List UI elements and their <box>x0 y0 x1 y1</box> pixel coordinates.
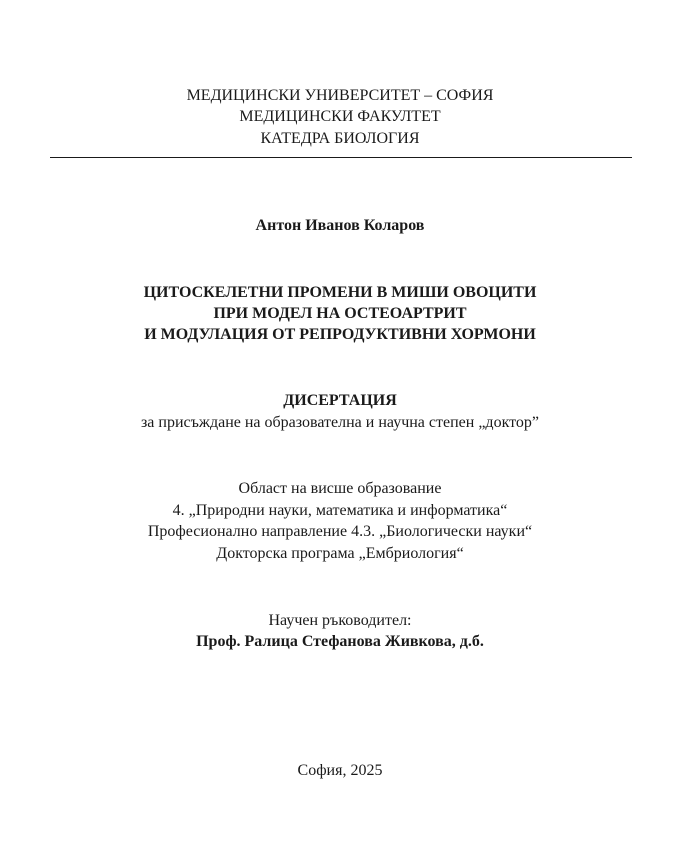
thesis-title-line-3: И МОДУЛАЦИЯ ОТ РЕПРОДУКТИВНИ ХОРМОНИ <box>144 326 536 343</box>
faculty-name: МЕДИЦИНСКИ ФАКУЛТЕТ <box>239 108 441 125</box>
dissertation-label: ДИСЕРТАЦИЯ <box>283 392 397 409</box>
professional-direction: Професионално направление 4.3. „Биологически науки“ <box>147 523 533 540</box>
author-name: Антон Иванов Коларов <box>255 217 425 234</box>
thesis-title-line-1: ЦИТОСКЕЛЕТНИ ПРОМЕНИ В МИШИ ОВОЦИТИ <box>143 284 537 301</box>
degree-purpose: за присъждане на образователна и научна степен „доктор” <box>140 414 540 431</box>
place-and-year: София, 2025 <box>297 762 383 779</box>
thesis-title-line-2: ПРИ МОДЕЛ НА ОСТЕОАРТРИТ <box>213 305 467 322</box>
supervisor-name: Проф. Ралица Стефанова Живкова, д.б. <box>196 633 484 650</box>
header-divider <box>50 157 632 158</box>
supervisor-label: Научен ръководител: <box>268 612 412 629</box>
education-area-label: Област на висше образование <box>238 480 442 497</box>
doctoral-program: Докторска програма „Ембриология“ <box>216 545 464 562</box>
education-area: 4. „Природни науки, математика и информатика“ <box>172 502 508 519</box>
department-name: КАТЕДРА БИОЛОГИЯ <box>260 130 420 147</box>
university-name: МЕДИЦИНСКИ УНИВЕРСИТЕТ – СОФИЯ <box>186 87 494 104</box>
